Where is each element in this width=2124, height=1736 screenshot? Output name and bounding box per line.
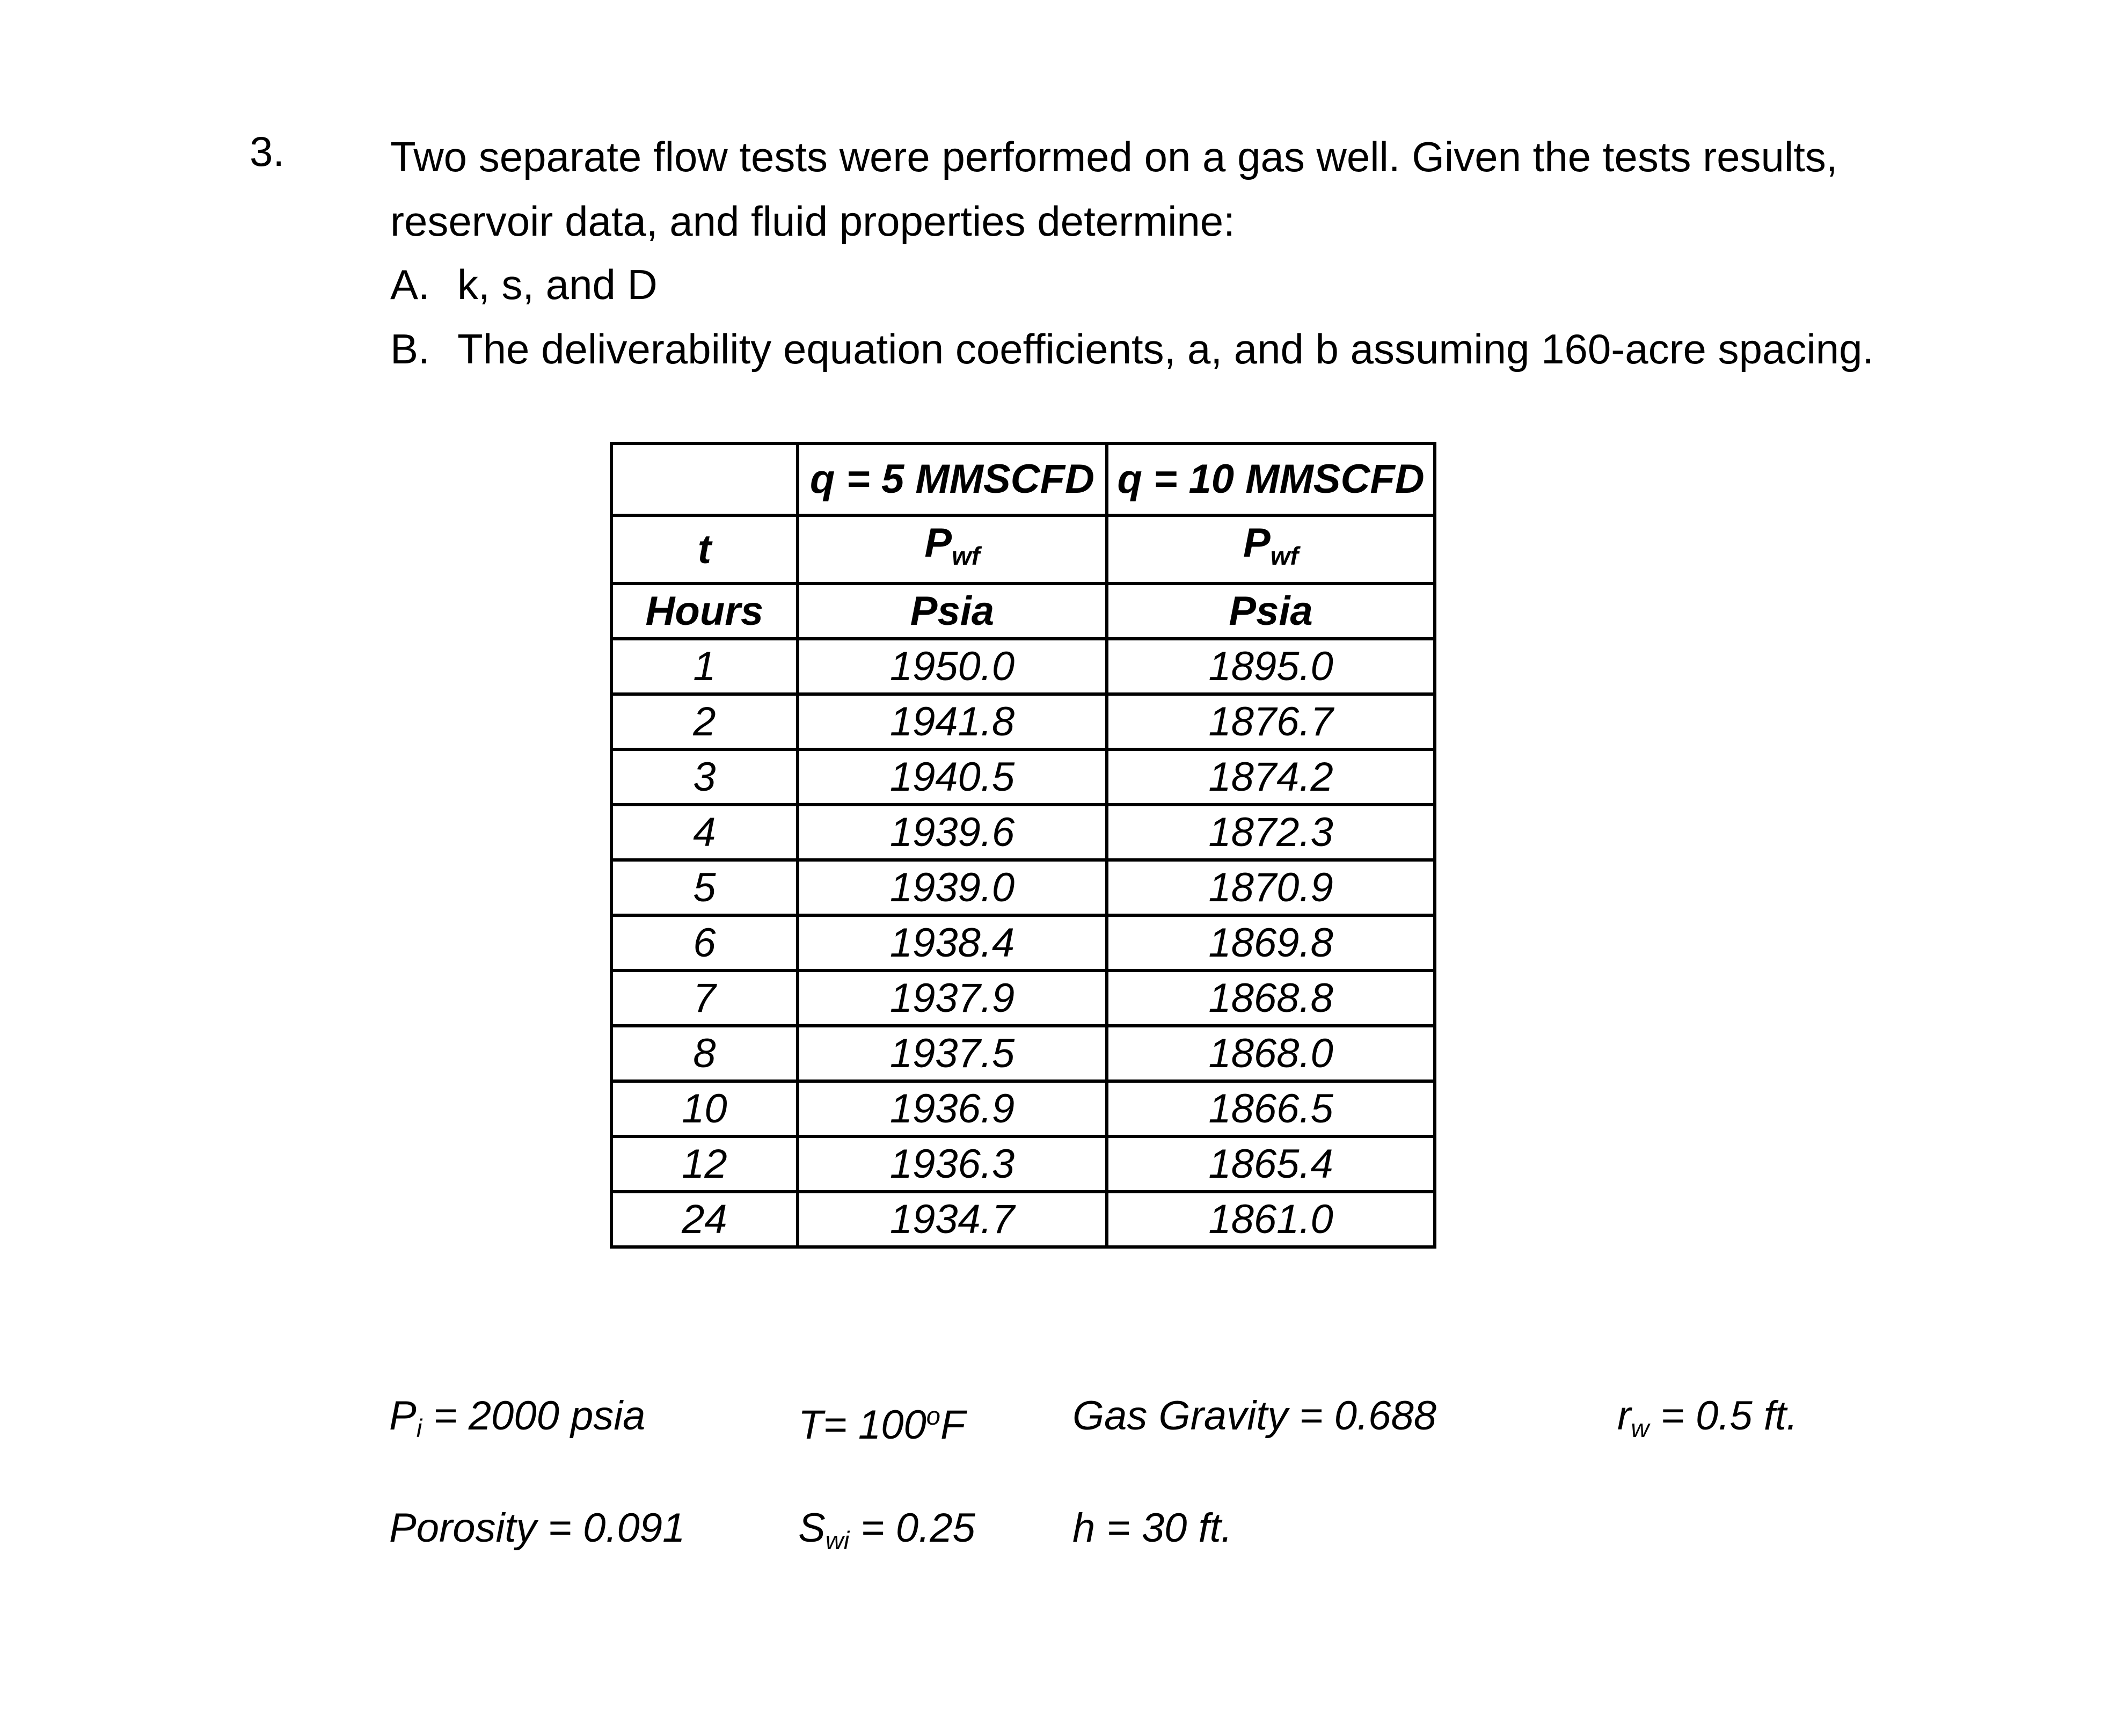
part-b-letter: B. (390, 325, 430, 373)
t-value: = 100 (823, 1402, 926, 1448)
table-row (611, 639, 1435, 694)
header-q5-psia: Psia (798, 583, 1107, 639)
swi-value: = 0.25 (849, 1505, 975, 1551)
cell-pwf-q5: 1940.5 (798, 749, 1107, 805)
table-row (611, 1026, 1435, 1081)
cell-pwf-q10: 1869.8 (1107, 915, 1435, 971)
part-b (390, 317, 1874, 381)
table-row (611, 915, 1435, 971)
header-t: t (611, 515, 798, 583)
cell-time: 5 (611, 860, 798, 915)
table-row (611, 694, 1435, 749)
prop-gas-gravity: Gas Gravity = 0.688 (1072, 1393, 1436, 1439)
table-row (611, 1136, 1435, 1192)
pwf-subscript: wf (952, 542, 980, 571)
header-q10-pwf (1107, 515, 1435, 583)
part-a-letter: A. (390, 261, 430, 308)
part-a-text: k, s, and D (457, 261, 658, 308)
problem-parts (390, 252, 1874, 381)
prompt-line-1: Two separate flow tests were performed on a gas well. Given the tests results, (390, 133, 1838, 180)
cell-time: 4 (611, 805, 798, 860)
table-row (611, 749, 1435, 805)
cell-pwf-q10: 1868.8 (1107, 971, 1435, 1026)
t-unit: F (940, 1402, 966, 1448)
cell-pwf-q5: 1936.9 (798, 1081, 1107, 1136)
table-row (611, 971, 1435, 1026)
cell-time: 10 (611, 1081, 798, 1136)
table-header-row-3 (611, 583, 1435, 639)
cell-time: 7 (611, 971, 798, 1026)
problem-prompt (390, 125, 1899, 253)
flow-test-table (610, 442, 1436, 1249)
header-q5-pwf (798, 515, 1107, 583)
cell-pwf-q5: 1937.5 (798, 1026, 1107, 1081)
rw-value: = 0.5 ft. (1649, 1393, 1798, 1439)
cell-pwf-q10: 1870.9 (1107, 860, 1435, 915)
cell-pwf-q10: 1895.0 (1107, 639, 1435, 694)
swi-symbol: S (798, 1505, 826, 1551)
prompt-line-2: reservoir data, and fluid properties determine: (390, 198, 1235, 245)
cell-time: 1 (611, 639, 798, 694)
cell-time: 8 (611, 1026, 798, 1081)
t-degree: o (926, 1402, 940, 1430)
rw-subscript: w (1631, 1414, 1649, 1443)
prop-temperature (798, 1389, 965, 1452)
cell-pwf-q10: 1866.5 (1107, 1081, 1435, 1136)
pi-symbol: P (389, 1393, 417, 1439)
pwf-symbol: P (924, 520, 952, 566)
pwf-symbol: P (1243, 520, 1271, 566)
cell-pwf-q5: 1939.6 (798, 805, 1107, 860)
table-header-row-2 (611, 515, 1435, 583)
header-empty-cell (611, 443, 798, 515)
pi-subscript: i (416, 1414, 422, 1443)
header-hours: Hours (611, 583, 798, 639)
cell-pwf-q10: 1874.2 (1107, 749, 1435, 805)
table-row (611, 1192, 1435, 1247)
prop-thickness: h = 30 ft. (1072, 1505, 1232, 1551)
cell-pwf-q5: 1950.0 (798, 639, 1107, 694)
cell-pwf-q10: 1861.0 (1107, 1192, 1435, 1247)
cell-time: 6 (611, 915, 798, 971)
swi-subscript: wi (825, 1526, 850, 1555)
t-symbol: T (798, 1402, 823, 1448)
table-row (611, 860, 1435, 915)
cell-pwf-q5: 1938.4 (798, 915, 1107, 971)
pi-value: = 2000 psia (422, 1393, 646, 1439)
cell-time: 24 (611, 1192, 798, 1247)
cell-pwf-q5: 1936.3 (798, 1136, 1107, 1192)
cell-time: 3 (611, 749, 798, 805)
header-q10-rate: q = 10 MMSCFD (1107, 443, 1435, 515)
header-q10-psia: Psia (1107, 583, 1435, 639)
prop-water-saturation (798, 1501, 975, 1567)
cell-pwf-q5: 1937.9 (798, 971, 1107, 1026)
prop-initial-pressure (389, 1389, 645, 1455)
cell-time: 2 (611, 694, 798, 749)
prop-porosity: Porosity = 0.091 (389, 1505, 685, 1551)
cell-pwf-q10: 1872.3 (1107, 805, 1435, 860)
prop-wellbore-radius (1617, 1389, 1798, 1455)
cell-pwf-q10: 1865.4 (1107, 1136, 1435, 1192)
cell-pwf-q10: 1876.7 (1107, 694, 1435, 749)
part-a (390, 252, 1874, 317)
cell-pwf-q5: 1934.7 (798, 1192, 1107, 1247)
header-q5-rate: q = 5 MMSCFD (798, 443, 1107, 515)
cell-pwf-q5: 1939.0 (798, 860, 1107, 915)
cell-pwf-q5: 1941.8 (798, 694, 1107, 749)
part-b-text: The deliverability equation coefficients, a, and b assuming 160-acre spacing. (457, 325, 1874, 373)
problem-number: 3. (250, 128, 285, 175)
cell-time: 12 (611, 1136, 798, 1192)
table-row (611, 1081, 1435, 1136)
table-header-row-1 (611, 443, 1435, 515)
pwf-subscript: wf (1270, 542, 1299, 571)
rw-symbol: r (1617, 1393, 1631, 1439)
cell-pwf-q10: 1868.0 (1107, 1026, 1435, 1081)
table-row (611, 805, 1435, 860)
